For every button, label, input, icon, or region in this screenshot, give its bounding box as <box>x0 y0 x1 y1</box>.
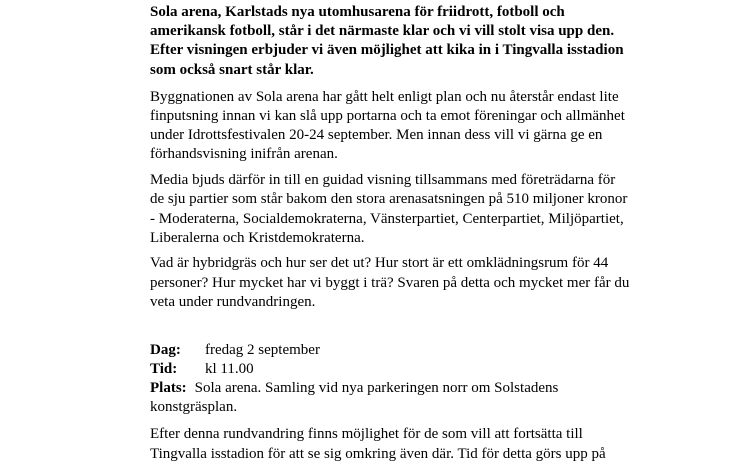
time-label: Tid: <box>150 360 178 377</box>
info-row-time <box>150 360 630 379</box>
document-body <box>150 3 630 470</box>
day-label: Dag: <box>150 341 181 358</box>
day-value: fredag 2 september <box>205 341 320 358</box>
info-row-place <box>150 379 630 417</box>
closing-paragraph: Efter denna rundvandring finns möjlighet för de som vill att fortsätta till Tingvalla isstadion för att se sig omkring även där. Tid för detta görs upp på <box>150 426 606 462</box>
place-label: Plats: <box>150 379 187 396</box>
time-value: kl 11.00 <box>205 360 254 377</box>
spacer <box>150 319 630 341</box>
lead-paragraph: Sola arena, Karlstads nya utomhusarena för friidrott, fotboll och amerikansk fotboll, står i det närmaste klar och vi vill stolt visa upp den. Efter visningen erbjuder vi även möjlighet att kika in i Tingvalla isstadion som också snart står klar. <box>150 4 624 78</box>
body-paragraph-media-invite: Media bjuds därför in till en guidad visning tillsammans med företrädarna för de sju partier som står bakom den stora arenasatsningen på 510 miljoner kronor - Moderaterna, Socialdemokraterna, Vänsterpartiet, Centerpartiet, Miljöpartiet, Liberalerna och Kristdemokraterna. <box>150 172 628 246</box>
body-paragraph-questions: Vad är hybridgräs och hur ser det ut? Hur stort är ett omklädningsrum för 44 personer? Hur mycket har vi byggt i trä? Svaren på detta och mycket mer får du veta under rundvandringen. <box>150 255 630 310</box>
info-row-day <box>150 341 630 360</box>
place-value: Sola arena. Samling vid nya parkeringen norr om Solstadens konstgräsplan. <box>150 379 559 416</box>
event-info <box>150 341 630 418</box>
body-paragraph-construction: Byggnationen av Sola arena har gått helt enligt plan och nu återstår endast lite finputsning innan vi kan slå upp portarna och ta emot föreningar och allmänhet under Idrottsfestivalen 20-24 september. Men innan dess vill vi gärna ge en förhandsvisning inifrån arenan. <box>150 88 625 163</box>
